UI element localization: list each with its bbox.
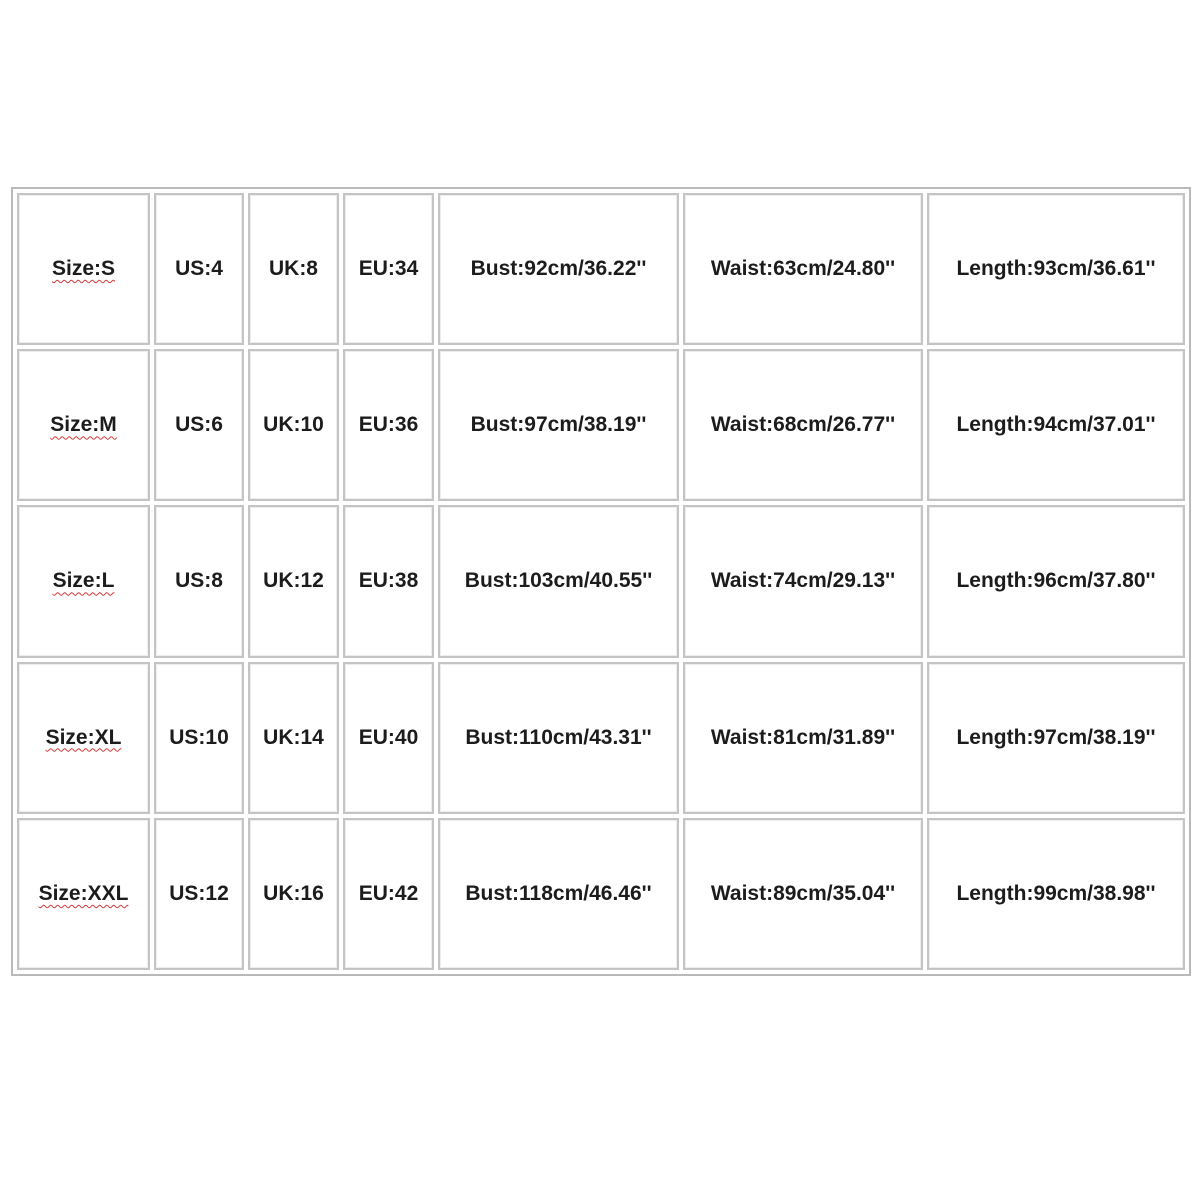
bust-cell: Bust:97cm/38.19'': [438, 349, 679, 501]
waist-cell: Waist:63cm/24.80'': [683, 193, 923, 345]
size-label: Size:XL: [45, 725, 122, 749]
size-cell: [17, 193, 150, 345]
uk-size-cell: UK:12: [248, 505, 339, 657]
waist-cell: Waist:89cm/35.04'': [683, 818, 923, 970]
table-row: [17, 505, 1185, 657]
uk-size-cell: UK:14: [248, 662, 339, 814]
size-cell: [17, 349, 150, 501]
eu-size-cell: EU:38: [343, 505, 434, 657]
size-label: Size:XXL: [38, 881, 129, 905]
us-size-cell: US:12: [154, 818, 244, 970]
uk-size-cell: UK:16: [248, 818, 339, 970]
table-row: [17, 818, 1185, 970]
table-row: [17, 193, 1185, 345]
bust-cell: Bust:103cm/40.55'': [438, 505, 679, 657]
waist-cell: Waist:68cm/26.77'': [683, 349, 923, 501]
uk-size-cell: UK:10: [248, 349, 339, 501]
length-cell: Length:96cm/37.80'': [927, 505, 1185, 657]
us-size-cell: US:8: [154, 505, 244, 657]
bust-cell: Bust:92cm/36.22'': [438, 193, 679, 345]
us-size-cell: US:4: [154, 193, 244, 345]
eu-size-cell: EU:40: [343, 662, 434, 814]
eu-size-cell: EU:42: [343, 818, 434, 970]
waist-cell: Waist:74cm/29.13'': [683, 505, 923, 657]
table-row: [17, 349, 1185, 501]
size-cell: [17, 662, 150, 814]
table-row: [17, 662, 1185, 814]
size-label: Size:S: [51, 257, 116, 281]
us-size-cell: US:10: [154, 662, 244, 814]
length-cell: Length:99cm/38.98'': [927, 818, 1185, 970]
size-label: Size:L: [52, 569, 115, 593]
length-cell: Length:93cm/36.61'': [927, 193, 1185, 345]
size-label: Size:M: [50, 413, 117, 437]
length-cell: Length:94cm/37.01'': [927, 349, 1185, 501]
bust-cell: Bust:110cm/43.31'': [438, 662, 679, 814]
size-cell: [17, 818, 150, 970]
eu-size-cell: EU:36: [343, 349, 434, 501]
size-chart-table: [11, 187, 1191, 976]
us-size-cell: US:6: [154, 349, 244, 501]
uk-size-cell: UK:8: [248, 193, 339, 345]
bust-cell: Bust:118cm/46.46'': [438, 818, 679, 970]
waist-cell: Waist:81cm/31.89'': [683, 662, 923, 814]
eu-size-cell: EU:34: [343, 193, 434, 345]
size-cell: [17, 505, 150, 657]
length-cell: Length:97cm/38.19'': [927, 662, 1185, 814]
